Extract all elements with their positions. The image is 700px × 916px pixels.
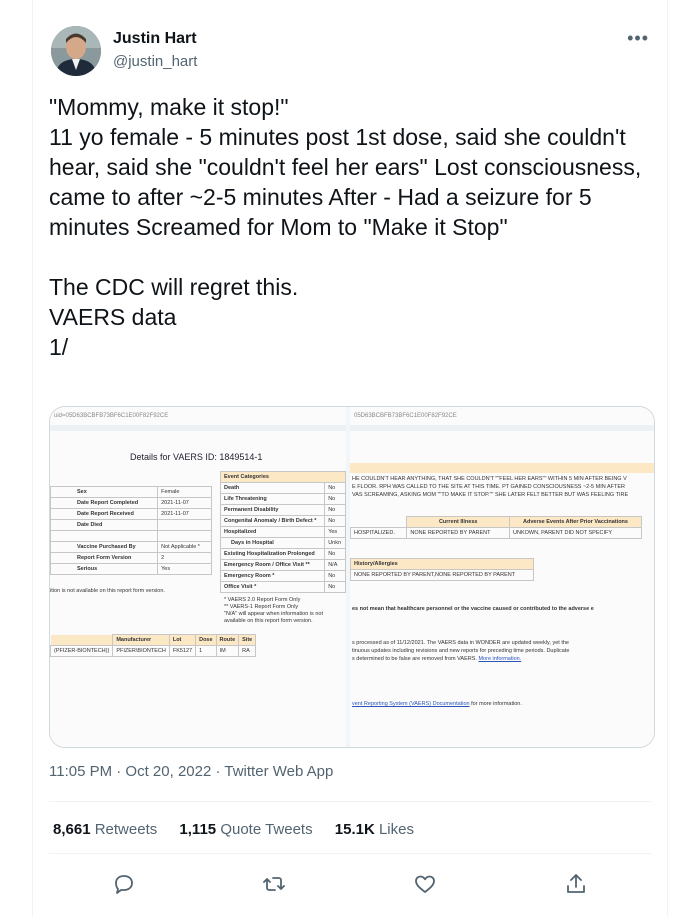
history-table	[350, 558, 534, 581]
history-header: History/Allergies	[351, 559, 534, 570]
divider	[49, 853, 651, 854]
disclaimer: es not mean that healthcare personnel or the vaccine caused or contributed to the adverse e	[352, 606, 594, 612]
details-value: 2	[158, 553, 212, 564]
likes-stat[interactable]	[335, 821, 414, 838]
quotes-label: Quote Tweets	[220, 821, 313, 838]
events-header: Event Categories	[221, 472, 346, 483]
details-row	[51, 498, 212, 509]
details-row	[51, 531, 212, 542]
details-value: Female	[158, 487, 212, 498]
tweet	[32, 0, 668, 916]
tweet-text: "Mommy, make it stop!" 11 yo female - 5 minutes post 1st dose, said she couldn't hear, said she "couldn't feel her ears" Lost consciousness, came to after ~2-5 minutes After - Had a seizure for 5 minutes Screamed for Mom to "Make it Stop" The CDC will regret this. VAERS data 1/	[49, 94, 642, 360]
details-value: 2021-11-07	[158, 498, 212, 509]
details-label: Vaccine Purchased By	[51, 542, 158, 553]
vaccine-header: Site	[239, 635, 256, 646]
doc-suffix: for more information.	[469, 701, 522, 707]
vaccine-cell: (PFIZER-BIONTECH))	[51, 646, 113, 657]
retweets-label: Retweets	[94, 821, 158, 838]
details-value	[158, 520, 212, 531]
details-row	[51, 520, 212, 531]
details-row	[51, 553, 212, 564]
details-value	[158, 531, 212, 542]
vaers-doc-link[interactable]: vent Reporting System (VAERS) Documentation	[352, 701, 470, 707]
illness-cell: UNKOWN, PARENT DID NOT SPECIFY	[510, 528, 642, 539]
events-value: N/A	[325, 560, 346, 571]
doc-band	[50, 425, 346, 431]
history-value: NONE REPORTED BY PARENT,NONE REPORTED BY PARENT	[351, 570, 534, 581]
vaccine-header: Lot	[169, 635, 195, 646]
details-value: Not Applicable *	[158, 542, 212, 553]
vaccine-cell: IM	[216, 646, 239, 657]
events-row	[221, 527, 346, 538]
divider	[49, 801, 651, 802]
events-value: No	[325, 483, 346, 494]
doc-title: Details for VAERS ID: 1849514-1	[130, 452, 263, 462]
events-row	[221, 560, 346, 571]
likes-count: 15.1K	[334, 821, 375, 838]
quotes-stat[interactable]	[179, 821, 312, 838]
details-row	[51, 542, 212, 553]
events-label: Permanent Disability	[221, 505, 325, 516]
details-row	[51, 487, 212, 498]
events-row	[221, 505, 346, 516]
events-row	[221, 483, 346, 494]
details-label: Sex	[51, 487, 158, 498]
events-row	[221, 516, 346, 527]
tweet-media[interactable]	[49, 406, 655, 748]
doc-line	[352, 700, 522, 708]
vaccine-cell: 1	[196, 646, 216, 657]
prior-vax-header: Adverse Events After Prior Vaccinations	[510, 517, 642, 528]
events-label: Hospitalized	[221, 527, 325, 538]
left-note: ition is not available on this report form version.	[50, 588, 165, 594]
vaccine-cell: FK5127	[169, 646, 195, 657]
doc-band-right	[350, 425, 654, 431]
reply-icon[interactable]	[112, 872, 136, 896]
narrative-header-bar	[350, 463, 654, 473]
vaccine-header: Route	[216, 635, 239, 646]
events-row	[221, 549, 346, 560]
separator: ·	[215, 763, 225, 780]
retweets-stat[interactable]	[53, 821, 157, 838]
processed-line-1: s processed as of 11/12/2021. The VAERS data in WONDER are updated weekly, yet the	[352, 640, 569, 646]
events-value: No	[325, 505, 346, 516]
details-label: Report Form Version	[51, 553, 158, 564]
illness-cell: NONE REPORTED BY PARENT	[407, 528, 510, 539]
like-icon[interactable]	[413, 872, 437, 896]
vaccine-header: Manufacturer	[113, 635, 170, 646]
vaccine-cell: PFIZER\BIONTECH	[113, 646, 170, 657]
quotes-count: 1,115	[179, 821, 217, 838]
source-app[interactable]: Twitter Web App	[224, 763, 334, 780]
events-label: Death	[221, 483, 325, 494]
retweet-icon[interactable]	[262, 872, 286, 896]
doc-hash: uid=05D63BCBFB73BF6C1E00F82F92CE	[54, 413, 169, 419]
details-table	[50, 486, 212, 575]
events-label: Existing Hospitalization Prolonged	[221, 549, 325, 560]
narrative-line: E FLOOR. RPH WAS CALLED TO THE SITE AT THIS TIME. PT GAINED CONSCIOUSNESS ~2-5 MIN AFTER	[352, 484, 625, 490]
events-row	[221, 571, 346, 582]
events-row	[221, 538, 346, 549]
vaers-details-left	[50, 407, 346, 747]
illness-cell: HOSPITALIZED.	[351, 528, 407, 539]
events-label: Days in Hospital	[221, 538, 325, 549]
events-label: Emergency Room *	[221, 571, 325, 582]
details-label: Date Report Completed	[51, 498, 158, 509]
narrative-line: VAS SCREAMING, ASKING MOM ""TO MAKE IT STOP."" SHE LATER FELT BETTER BUT WAS FEELING TIRE	[352, 492, 629, 498]
timestamp-line	[49, 763, 333, 780]
more-icon[interactable]: •••	[627, 28, 649, 48]
share-icon[interactable]	[564, 872, 588, 896]
author-name[interactable]: Justin Hart	[113, 30, 197, 47]
doc-hash-right: 05D63BCBFB73BF6C1E00F82F92CE	[354, 413, 457, 419]
processed-line-3	[352, 655, 521, 663]
events-value: No	[325, 571, 346, 582]
engagement-stats	[53, 821, 432, 838]
events-value: No	[325, 549, 346, 560]
events-value: Unkn	[325, 538, 346, 549]
likes-label: Likes	[378, 821, 414, 838]
details-label: Date Report Received	[51, 509, 158, 520]
events-label: Emergency Room / Office Visit **	[221, 560, 325, 571]
vaccine-table	[50, 634, 256, 657]
footnote: * VAERS 2.0 Report Form Only ** VAERS-1 Report Form Only "N/A" will appear when information is not available on this report form version.	[224, 597, 323, 624]
events-label: Congenital Anomaly / Birth Defect *	[221, 516, 325, 527]
vaers-details-right	[350, 407, 654, 747]
details-value: Yes	[158, 564, 212, 575]
vaccine-header: Dose	[196, 635, 216, 646]
events-value: No	[325, 494, 346, 505]
details-label: Date Died	[51, 520, 158, 531]
events-value: No	[325, 516, 346, 527]
events-value: No	[325, 582, 346, 593]
details-label	[51, 531, 158, 542]
events-row	[221, 494, 346, 505]
events-table	[220, 471, 346, 593]
events-value: Yes	[325, 527, 346, 538]
more-info-link[interactable]: More information.	[478, 656, 522, 662]
details-value: 2021-11-07	[158, 509, 212, 520]
events-label: Office Visit *	[221, 582, 325, 593]
processed-text-3: s determined to be false are removed from VAERS.	[352, 656, 479, 662]
retweets-count: 8,661	[53, 821, 91, 838]
illness-table	[350, 516, 642, 539]
author-handle[interactable]: @justin_hart	[113, 53, 198, 70]
details-label: Serious	[51, 564, 158, 575]
narrative-line: HE COULDN'T HEAR ANYTHING, THAT SHE COULDN'T ""FEEL HER EARS"" WITHIN 5 MIN AFTER BEING V	[352, 476, 627, 482]
avatar[interactable]	[51, 26, 101, 76]
events-label: Life Threatening	[221, 494, 325, 505]
illness-header: Current Illness	[407, 517, 510, 528]
vaccine-cell: RA	[239, 646, 256, 657]
timestamp[interactable]: 11:05 PM · Oct 20, 2022	[49, 763, 212, 780]
events-row	[221, 582, 346, 593]
details-row	[51, 564, 212, 575]
details-row	[51, 509, 212, 520]
processed-line-2: tinuous updates including revisions and new reports for preceding time periods. Duplicate	[352, 648, 570, 654]
